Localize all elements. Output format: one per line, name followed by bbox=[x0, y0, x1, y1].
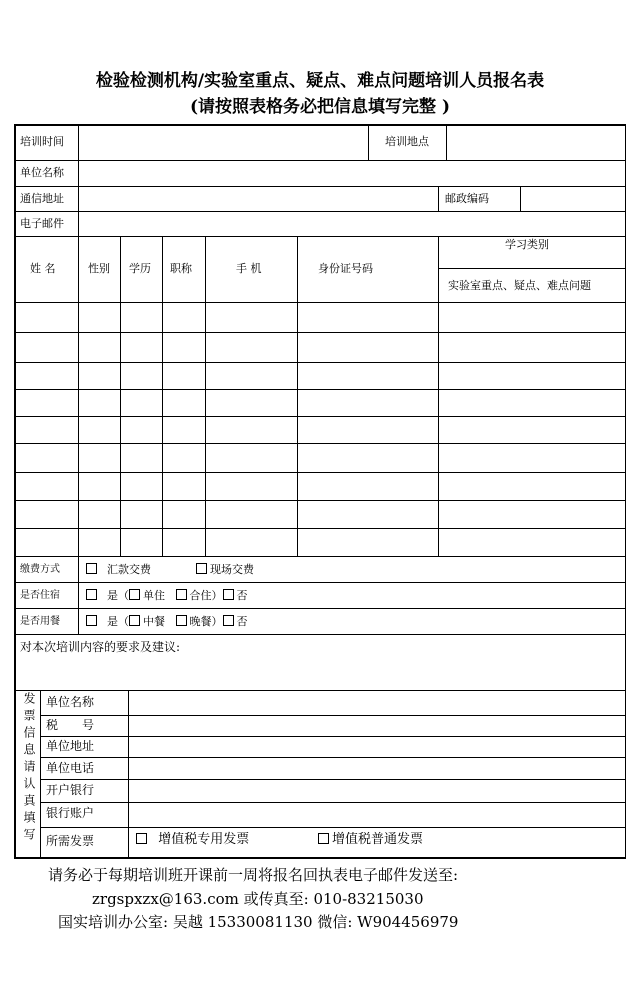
address-label: 通信地址 bbox=[20, 192, 64, 205]
invoice-bank-field[interactable] bbox=[130, 780, 623, 801]
invoice-side-label: 发票信息请认真填写 bbox=[22, 692, 36, 845]
meals-no-label: 否 bbox=[236, 615, 248, 628]
invoice-address-field[interactable] bbox=[130, 737, 623, 756]
col-title: 职称 bbox=[170, 262, 192, 275]
email-label: 电子邮件 bbox=[20, 217, 64, 230]
lodging-options bbox=[86, 589, 248, 603]
meals-yes-label: 是（ bbox=[107, 615, 129, 628]
dinner-label: 晚餐） bbox=[189, 615, 223, 628]
invoice-unit-name-field[interactable] bbox=[130, 692, 623, 714]
shared-checkbox[interactable] bbox=[176, 589, 187, 600]
meals-label: 是否用餐 bbox=[20, 616, 60, 627]
special-invoice-label: 增值税专用发票 bbox=[158, 832, 250, 847]
training-time-label: 培训时间 bbox=[20, 135, 64, 148]
col-education: 学历 bbox=[129, 262, 151, 275]
footer-contact-email: zrgspxzx@163.com 或传真至: 010-83215030 bbox=[92, 890, 424, 908]
suggestion-field[interactable] bbox=[16, 656, 623, 688]
meals-options bbox=[86, 615, 248, 629]
shared-label: 合住） bbox=[189, 589, 223, 602]
address-field[interactable] bbox=[80, 188, 436, 209]
normal-invoice-checkbox[interactable] bbox=[318, 833, 329, 844]
lunch-checkbox[interactable] bbox=[129, 615, 140, 626]
training-time-field[interactable] bbox=[80, 126, 366, 158]
lodging-no-checkbox[interactable] bbox=[223, 589, 234, 600]
payment-label: 缴费方式 bbox=[20, 564, 60, 575]
payment-onsite-option[interactable] bbox=[196, 563, 254, 577]
invoice-phone-label: 单位电话 bbox=[46, 761, 95, 775]
invoice-unit-name-label: 单位名称 bbox=[46, 695, 95, 709]
lodging-yes-label: 是（ bbox=[107, 589, 129, 602]
dinner-checkbox[interactable] bbox=[176, 615, 187, 626]
meals-no-checkbox[interactable] bbox=[223, 615, 234, 626]
footer-office-contact: 国实培训办公室: 吴越 15330081130 微信: W904456979 bbox=[58, 913, 459, 931]
onsite-checkbox[interactable] bbox=[196, 563, 207, 574]
lodging-label: 是否住宿 bbox=[20, 590, 60, 601]
postcode-label: 邮政编码 bbox=[445, 192, 489, 205]
payment-remit-option[interactable] bbox=[86, 563, 151, 577]
email-field[interactable] bbox=[80, 213, 623, 234]
footer-instruction: 请务必于每期培训班开课前一周将报名回执表电子邮件发送至: bbox=[48, 866, 459, 884]
onsite-label: 现场交费 bbox=[210, 563, 254, 576]
invoice-normal-option[interactable] bbox=[318, 833, 423, 847]
training-place-field[interactable] bbox=[448, 126, 623, 158]
col-gender: 性别 bbox=[88, 262, 110, 275]
invoice-tax-field[interactable] bbox=[130, 716, 623, 735]
form-title: 检验检测机构/实验室重点、疑点、难点问题培训人员报名表 bbox=[95, 71, 545, 91]
lodging-yes-checkbox[interactable] bbox=[86, 589, 97, 600]
single-checkbox[interactable] bbox=[129, 589, 140, 600]
col-study-category: 学习类别 bbox=[505, 238, 549, 251]
postcode-field[interactable] bbox=[522, 188, 623, 209]
special-invoice-checkbox[interactable] bbox=[136, 833, 147, 844]
col-study-option: 实验室重点、疑点、难点问题 bbox=[448, 279, 591, 292]
col-phone: 手 机 bbox=[236, 262, 262, 275]
form-subtitle: (请按照表格务必把信息填写完整 ) bbox=[189, 97, 450, 117]
lunch-label: 中餐 bbox=[143, 615, 165, 628]
remit-label: 汇款交费 bbox=[107, 563, 151, 576]
invoice-address-label: 单位地址 bbox=[46, 739, 95, 753]
single-label: 单住 bbox=[143, 589, 165, 602]
lodging-no-label: 否 bbox=[236, 589, 248, 602]
unit-name-field[interactable] bbox=[80, 162, 623, 184]
invoice-type-label: 所需发票 bbox=[46, 834, 95, 848]
invoice-phone-field[interactable] bbox=[130, 758, 623, 778]
invoice-account-field[interactable] bbox=[130, 803, 623, 826]
training-place-label: 培训地点 bbox=[385, 135, 429, 148]
normal-invoice-label: 增值税普通发票 bbox=[332, 832, 424, 847]
col-id-number: 身份证号码 bbox=[318, 262, 373, 275]
invoice-special-option[interactable] bbox=[136, 833, 249, 847]
col-name: 姓 名 bbox=[30, 262, 56, 275]
invoice-tax-label: 税 号 bbox=[46, 718, 95, 732]
invoice-account-label: 银行账户 bbox=[46, 806, 95, 820]
invoice-bank-label: 开户银行 bbox=[46, 783, 95, 797]
unit-name-label: 单位名称 bbox=[20, 166, 64, 179]
suggestion-label: 对本次培训内容的要求及建议: bbox=[20, 640, 181, 654]
meals-yes-checkbox[interactable] bbox=[86, 615, 97, 626]
remit-checkbox[interactable] bbox=[86, 563, 97, 574]
